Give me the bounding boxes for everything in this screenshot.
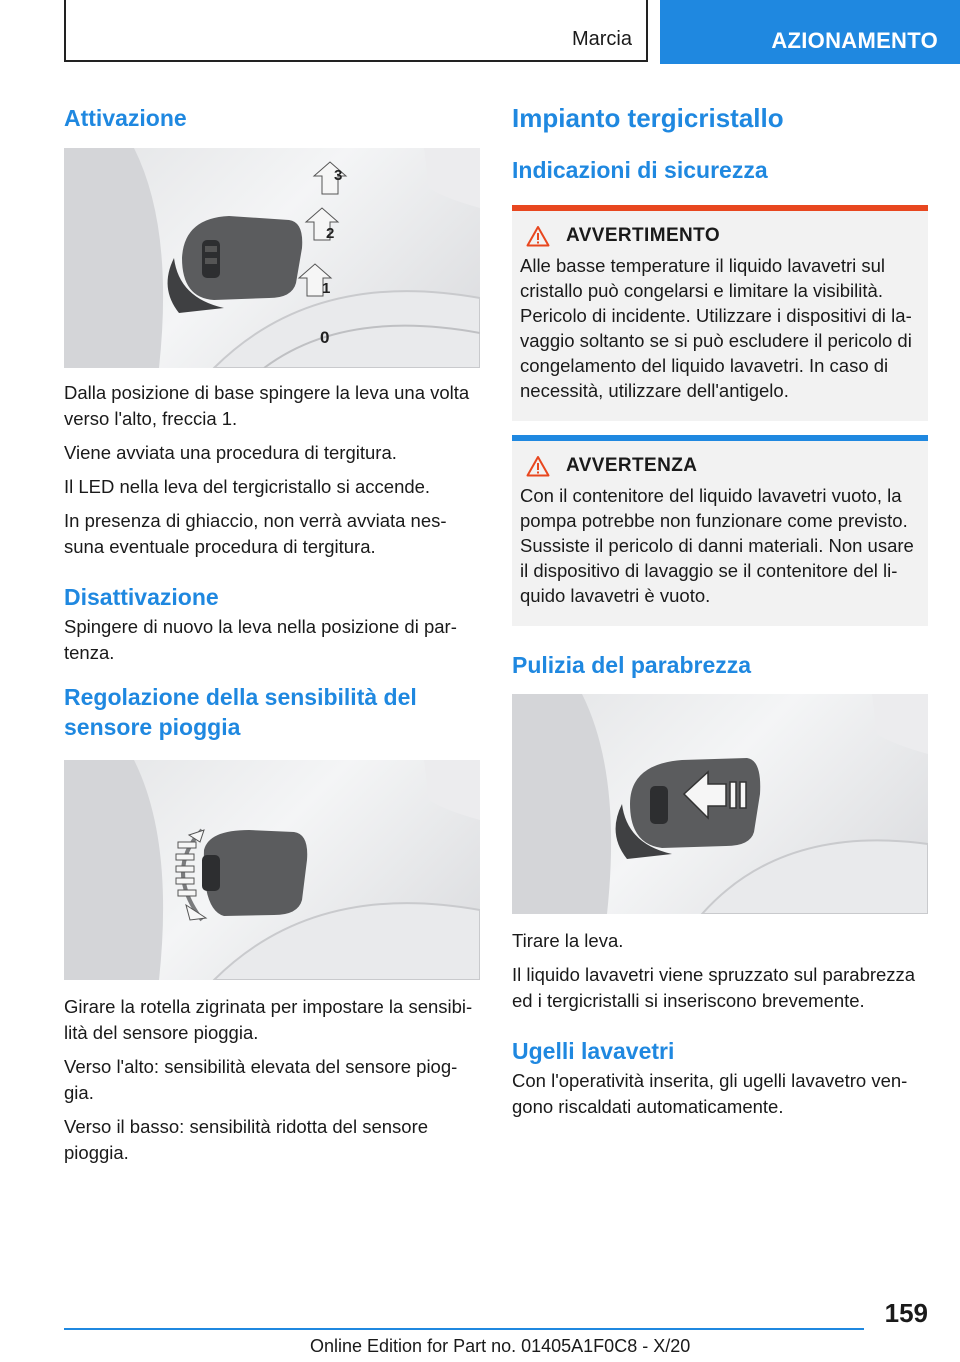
ugelli-text: Con l'operatività inserita, gli ugelli lavavetro vengono riscaldati automaticamente.: [512, 1070, 908, 1117]
pulizia-paragraph: Il liquido lavavetri viene spruzzato sul parabrezza ed i tergicristalli si inseriscono brevemente.: [512, 964, 916, 1011]
attivazione-paragraph: Viene avviata una procedura di tergitura.: [64, 442, 397, 463]
lever-up-illustration: [64, 148, 480, 368]
attivazione-paragraph: Il LED nella leva del tergicristallo si accende.: [64, 476, 431, 497]
warning-triangle-icon: [526, 225, 550, 247]
heading-disattivazione: Disattivazione: [64, 584, 219, 610]
figure-label-1: 1: [322, 280, 331, 297]
warning-box-avvertimento: [512, 205, 928, 421]
figure-lever-up: [64, 148, 480, 368]
warning-label: AVVERTIMENTO: [566, 225, 720, 246]
pulizia-text: [512, 928, 928, 1014]
figure-label-3: 3: [334, 167, 343, 184]
figure-label-2: 2: [326, 225, 335, 242]
warning-bar: [512, 205, 928, 211]
footer-divider: [64, 1328, 864, 1330]
regolazione-text: [64, 994, 480, 1166]
regolazione-paragraph: Girare la rotella zigrinata per impostare la sensibilità del sensore pioggia.: [64, 996, 473, 1043]
regolazione-paragraph: Verso il basso: sensibilità ridotta del sensore pioggia.: [64, 1116, 429, 1163]
heading-pulizia: Pulizia del parabrezza: [512, 652, 752, 678]
heading-impianto-tergicristallo: Impianto tergicristallo: [512, 103, 784, 133]
footer-edition-text: Online Edition for Part no. 01405A1F0C8 - X/20: [310, 1336, 691, 1356]
figure-label-0: 0: [320, 328, 330, 347]
warning-bar: [512, 435, 928, 441]
warning-triangle-icon: [526, 455, 550, 477]
wash-lever-illustration: [512, 694, 928, 914]
wheel-illustration: [64, 760, 480, 980]
regolazione-paragraph: Verso l'alto: sensibilità elevata del sensore pioggia.: [64, 1056, 458, 1103]
figure-windshield-wash: [512, 694, 928, 914]
header-chapter-tab: [660, 0, 960, 64]
left-column: [64, 100, 480, 1166]
warning-text: Con il contenitore del liquido lavavetri vuoto, la pompa potrebbe non funzionare come previsto. Sussiste il pericolo di danni materiali. Non usare il dispositivo di lavaggio se il contenitore del liquido lavavetri è vuoto.: [520, 485, 914, 606]
heading-sicurezza: Indicazioni di sicurezza: [512, 157, 768, 183]
pulizia-paragraph: Tirare la leva.: [512, 930, 624, 951]
header-section-label: Marcia: [571, 28, 632, 50]
header-section-box: [64, 0, 648, 62]
page-number: 159: [884, 1298, 928, 1328]
heading-regolazione: Regolazione della sensibilità del sensore pioggia: [64, 684, 417, 740]
header-chapter-label: AZIONAMENTO: [771, 28, 938, 53]
heading-ugelli: Ugelli lavavetri: [512, 1038, 675, 1064]
attivazione-paragraph: In presenza di ghiaccio, non verrà avviata nessuna eventuale procedura di tergitura.: [64, 510, 447, 557]
attivazione-text: [64, 380, 480, 560]
warning-text: Alle basse temperature il liquido lavavetri sul cristallo può congelarsi e limitare la visibilità. Pericolo di incidente. Utilizzare i dispositivi di lavaggio soltanto se si può escludere il pericolo di congelamento del liquido lavavetri. In caso di necessità, utilizzare dell'antigelo.: [520, 255, 912, 401]
right-column: [512, 100, 928, 1120]
warning-box-avvertenza: [512, 435, 928, 626]
warning-label: AVVERTENZA: [566, 455, 698, 476]
disattivazione-text: Spingere di nuovo la leva nella posizione di partenza.: [64, 616, 457, 663]
figure-rain-sensor-wheel: [64, 760, 480, 980]
heading-attivazione: Attivazione: [64, 105, 187, 131]
attivazione-paragraph: Dalla posizione di base spingere la leva una volta verso l'alto, freccia 1.: [64, 382, 470, 429]
